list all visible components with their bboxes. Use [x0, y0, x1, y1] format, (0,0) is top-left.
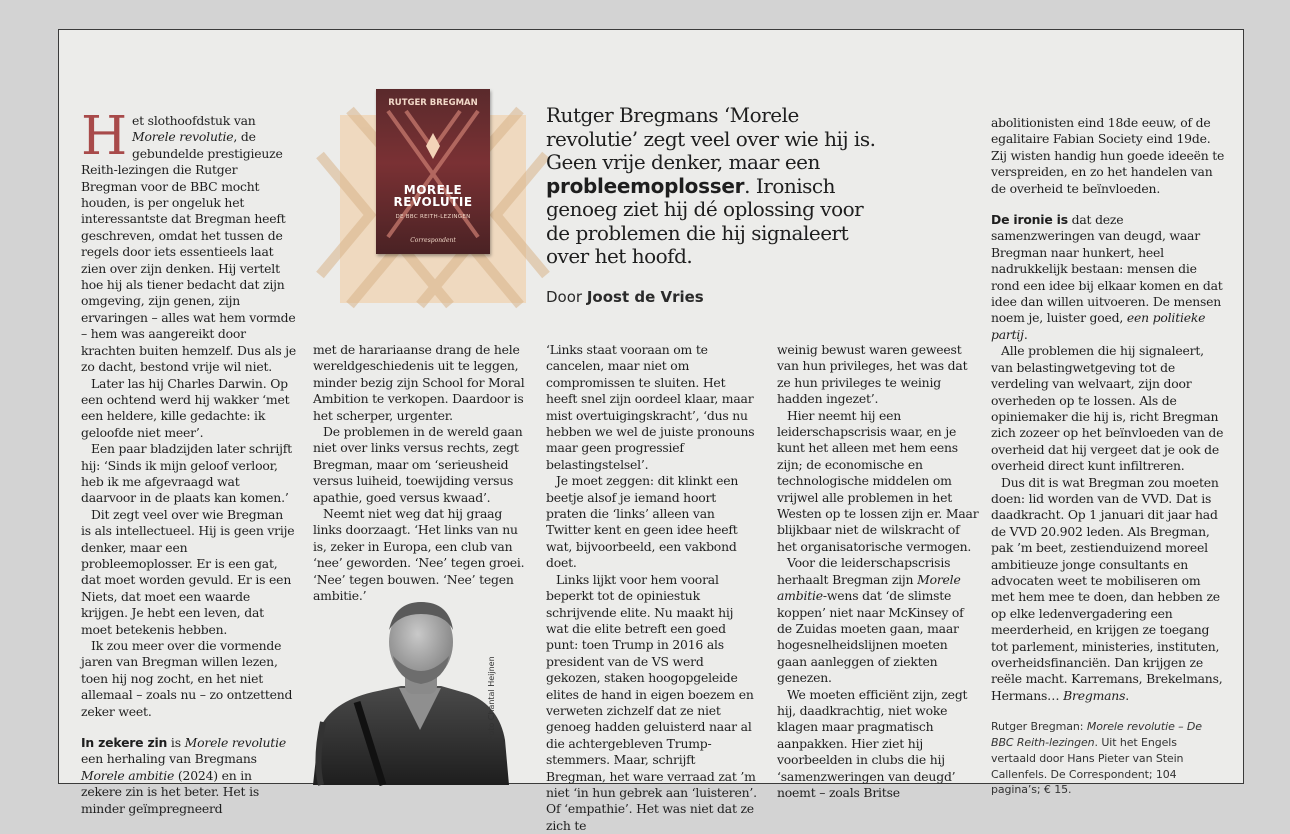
paragraph: Later las hij Charles Darwin. Op een ochtend werd hij wakker ‘met een heldere, kille gedachte: ik geloofde niet meer’.: [81, 375, 290, 440]
portrait-image: [313, 590, 509, 785]
book-author: RUTGER BREGMAN: [388, 98, 478, 108]
author-photo: [313, 590, 509, 785]
paragraph: Ik zou meer over die vormende jaren van Bregman willen lezen, toen hij nog zocht, en het niet allemaal – zoals nu – zo ontzettend zeker weet.: [81, 638, 293, 719]
paragraph: Alle problemen die hij signaleert, van belastingwetgeving tot de verdeling van welvaart, zijn door overheden op te lossen. Als de opiniemaker die hij is, richt Bregman zich zozeer op het beïnvloeden van de overheid dat hij vergeet dat je ook de overheid direct kunt infiltreren.: [991, 343, 1224, 474]
section-lead: In zekere zin: [81, 735, 168, 751]
paragraph: De ironie is dat deze samenzweringen van deugd, waar Bregman naar hunkert, heel nadrukkelijk bestaan: mensen die rond een idee bij elkaar komen en dat idee dan willen uitvoeren. De mensen noem je, luister goed, een politieke partij.: [991, 212, 1223, 342]
column-4: [777, 342, 979, 801]
paragraph: abolitionisten eind 18de eeuw, of de egalitaire Fabian Society eind 19de. Zij wisten handig hun goede ideeën te verspreiden, en zo het handelen van de overheid te beïnvloeden.: [991, 115, 1225, 196]
paragraph: Een paar bladzijden later schrijft hij: ‘Sinds ik mijn geloof verloor, heb ik me afgevraagd wat daarvoor in de plaats kan komen.’: [81, 441, 292, 506]
paragraph: ‘Links staat vooraan om te cancelen, maar niet om compromissen te sluiten. Het heeft snel zijn oordeel klaar, maar mist overtuigingskracht’, ‘dus nu hebben we wel de juiste pronouns maar geen progressief belastingstelsel’.: [546, 342, 755, 472]
section-lead: De ironie is: [991, 212, 1068, 228]
paragraph: Dit zegt veel over wie Bregman is als intellectueel. Hij is geen vrije denker, maar een probleemoplosser. Er is een gat, dat moet worden gevuld. Er is een Niets, dat moet een waarde krijgen. Je hebt een leven, dat moet betekenis hebben.: [81, 506, 295, 637]
paragraph: Voor die leiderschapscrisis herhaalt Bregman zijn Morele ambitie-wens dat ‘de slimste koppen’ niet naar McKinsey of de Zuidas moeten gaan, maar hogesnelheidslijnen moeten gaan aanleggen of ziekten genezen.: [777, 555, 964, 686]
paragraph: Hier neemt hij een leiderschapscrisis waar, en je kunt het alleen met hem eens zijn; de economische en technologische middelen om vrijwel alle problemen in het Westen op te lossen zijn er. Maar blijkbaar niet de wilskracht of het organisatorische vermogen.: [777, 407, 979, 554]
paragraph: In zekere zin is Morele revolutie een herhaling van Bregmans Morele ambitie (2024) en in zekere zin is het beter. Het is minder geïmpregneerd: [81, 735, 286, 816]
column-2: [313, 342, 525, 605]
book-cover-pattern: [376, 89, 490, 254]
paragraph: Je moet zeggen: dit klinkt een beetje alsof je iemand hoort praten die ‘links’ alleen van Twitter kent en geen idee heeft wat, bijvoorbeeld, een vakbond doet.: [546, 473, 739, 571]
column-3: [546, 342, 758, 834]
intro-text: Rutger Bregmans ‘Morele revolutie’ zegt veel over wie hij is. Geen vrije denker, maar een probleemoplosser. Ironisch genoeg ziet hij dé oplossing voor de problemen die hij signaleert over het hoofd.: [546, 103, 876, 268]
byline-author: Joost de Vries: [586, 288, 704, 306]
paragraph: Dus dit is wat Bregman zou moeten doen: lid worden van de VVD. Dat is daadkracht. Op 1 januari dit jaar had de VVD 20.902 leden. Als Bregman, pak ’m beet, zestienduizend moreel ambitieuze jonge consultants en advocaten weet te mobiliseren om met hem mee te doen, dan hebben ze op elke ledenvergadering een meerderheid, en krijgen ze toegang tot parlement, ministeries, instituten, overheidsfinanciën. Dan krijgen ze reële macht. Karremans, Brekelmans, Hermans… Bregmans.: [991, 474, 1223, 703]
paragraph: De problemen in de wereld gaan niet over links versus rechts, zegt Bregman, maar om ‘serieusheid versus luiheid, toewijding versus apathie, goed versus kwaad’.: [313, 424, 523, 505]
book-publisher: Correspondent: [410, 237, 456, 244]
book-title: MORELE REVOLUTIE: [393, 183, 473, 209]
byline: Door Joost de Vries: [546, 288, 704, 306]
paragraph: weinig bewust waren geweest van hun privileges, het was dat ze hun privileges te weinig hadden ingezet’.: [777, 342, 968, 407]
opening-paragraph: Het slothoofdstuk van Morele revolutie, de gebundelde prestigieuze Reith-lezingen die Rutger Bregman voor de BBC mocht houden, is per ongeluk het interessantste dat Bregman heeft geschreven, omdat het tussen de regels door iets essentieels laat zien over zijn denken. Hij vertelt hoe hij als tiener bedacht dat zijn omgeving, zijn genen, zijn ervaringen – alles wat hem vormde – hem was aangereikt door krachten buiten hemzelf. Dus als je zo dacht, bestond vrije wil niet.: [81, 106, 297, 375]
book-subtitle: DE BBC REITH-LEZINGEN: [395, 214, 471, 220]
book-info: Rutger Bregman: Morele revolutie – De BBC Reith-lezingen. Uit het Engels vertaald door Hans Pieter van Stein Callenfels. De Correspondent; 104 pagina’s; € 15.: [991, 720, 1202, 797]
intro-emphasis: probleemoplosser: [546, 173, 745, 198]
paragraph: Neemt niet weg dat hij graag links doorzaagt. ‘Het links van nu is, zeker in Europa, een club van ‘nee’ geworden. ‘Nee’ tegen groei. ‘Nee’ tegen bouwen. ‘Nee’ tegen ambitie.’: [313, 506, 525, 604]
column-5: [991, 115, 1225, 798]
newspaper-page: [58, 29, 1244, 833]
book-cover: [376, 89, 490, 254]
paragraph: Links lijkt voor hem vooral beperkt tot de opiniestuk schrijvende elite. Nu maakt hij wat die elite betreft een goed punt: toen Trump in 2016 als president van de VS werd gekozen, staken hoogopgeleide elites de hand in eigen boezem en verweten zichzelf dat ze niet genoeg hadden geluisterd naar al die achtergebleven Trump-stemmers. Maar, schrijft Bregman, het ware verraad zat ’m niet ‘in hun gebrek aan ‘luisteren’. Of ‘empathie’. Het was niet dat ze zich te: [546, 571, 757, 833]
paragraph: met de harariaanse drang de hele wereldgeschiedenis uit te leggen, minder bezig zijn School for Moral Ambition te verkopen. Daardoor is het scherper, urgenter.: [313, 342, 525, 423]
drop-cap: H: [81, 106, 128, 167]
photo-credit: Foto Chantal Heijnen: [487, 656, 496, 740]
column-1: [81, 106, 297, 817]
paragraph: We moeten efficiënt zijn, zegt hij, daadkrachtig, niet woke klagen maar pragmatisch aanpakken. Hier ziet hij voorbeelden in clubs die hij ‘samenzweringen van deugd’ noemt – zoals Britse: [777, 686, 968, 800]
